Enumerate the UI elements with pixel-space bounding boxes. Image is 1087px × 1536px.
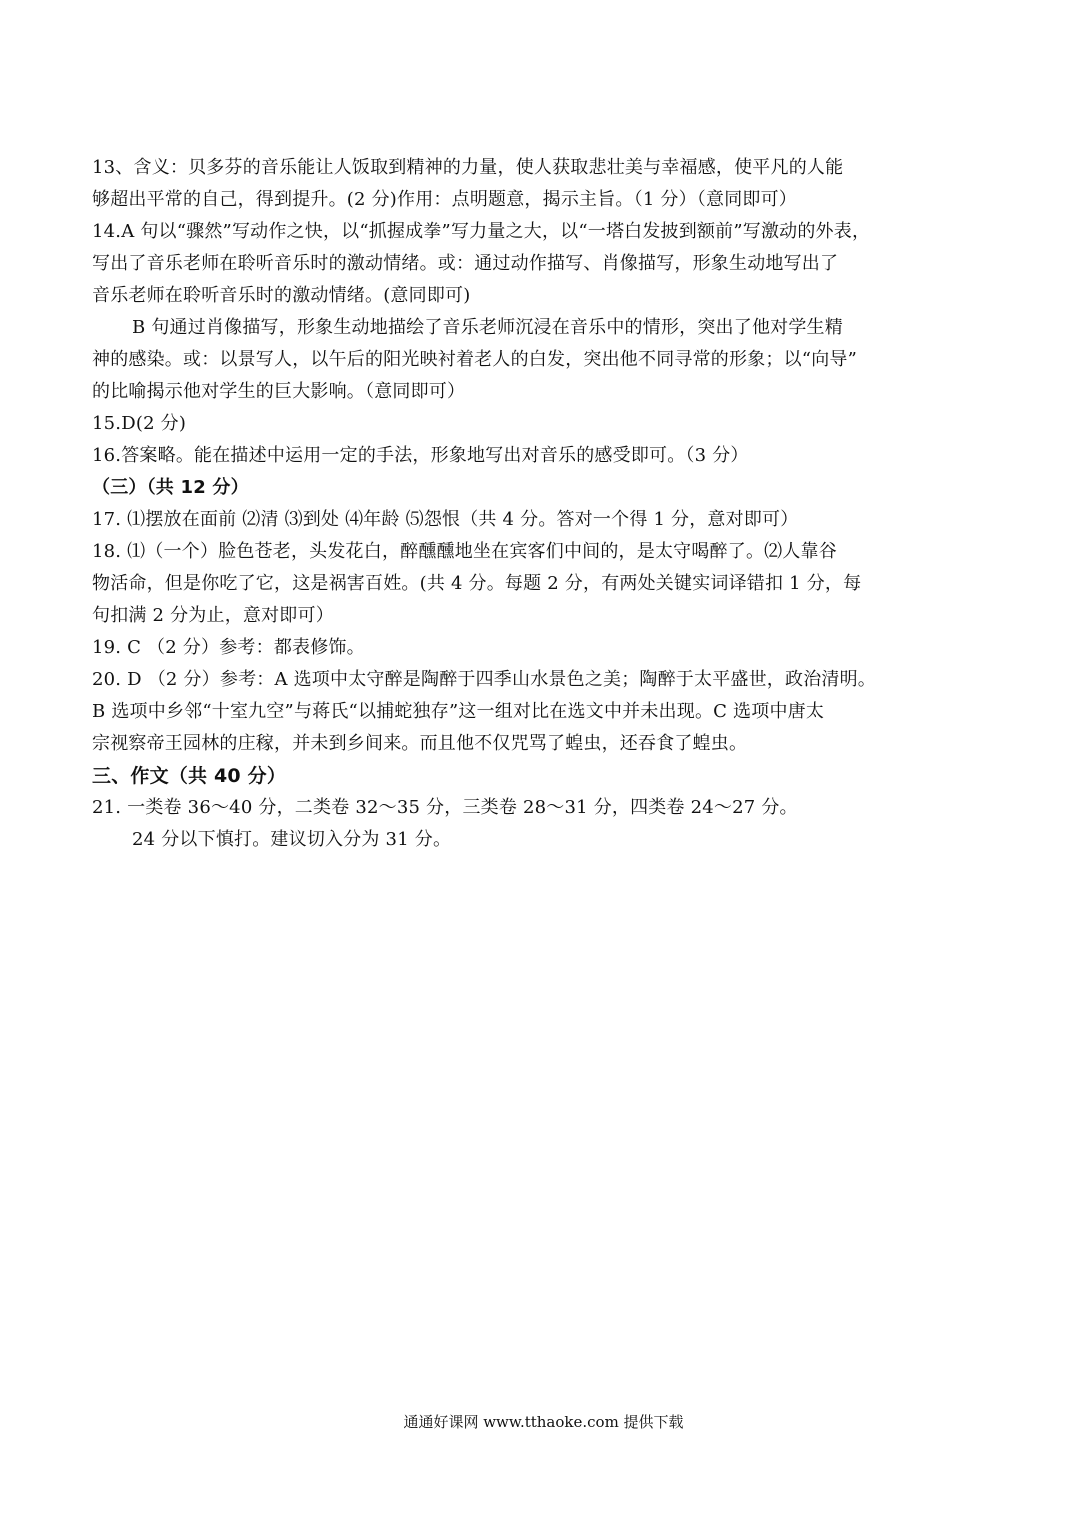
footer-credit: 通通好课网 www.tthaoke.com 提供下载	[403, 1413, 684, 1431]
q20-line-2: B 选项中乡邻“十室九空”与蒋氏“以捕蛇独存”这一组对比在选文中并未出现。C 选项中唐太	[92, 701, 825, 722]
q14-a-line-3: 音乐老师在聆听音乐时的激动情绪。(意同即可)	[92, 285, 471, 306]
q17-answer: 17. ⑴摆放在面前 ⑵清 ⑶到处 ⑷年龄 ⑸怨恨（共 4 分。答对一个得 1 分，意对即可）	[92, 509, 799, 530]
q18-line-3: 句扣满 2 分为止，意对即可）	[92, 605, 334, 626]
q13-line-2: 够超出平常的自己，得到提升。(2 分)作用：点明题意，揭示主旨。（1 分）（意同即可）	[92, 189, 797, 210]
q20-line-3: 宗视察帝王园林的庄稼，并未到乡间来。而且他不仅咒骂了蝗虫，还吞食了蝗虫。	[92, 733, 748, 754]
q14-a-line-2: 写出了音乐老师在聆听音乐时的激动情绪。或：通过动作描写、肖像描写，形象生动地写出了	[92, 253, 839, 274]
q14-b-line-1: B 句通过肖像描写，形象生动地描绘了音乐老师沉浸在音乐中的情形，突出了他对学生精	[132, 317, 843, 338]
q21-line-2: 24 分以下慎打。建议切入分为 31 分。	[132, 829, 452, 850]
answer-content	[92, 152, 1002, 856]
q21-line-1: 21. 一类卷 36～40 分，二类卷 32～35 分，三类卷 28～31 分，四类卷 24～27 分。	[92, 797, 798, 818]
essay-section-heading: 三、作文（共 40 分）	[92, 765, 287, 787]
q14-b-line-2: 神的感染。或：以景写人，以午后的阳光映衬着老人的白发，突出他不同寻常的形象；以“向导”	[92, 349, 857, 370]
q20-line-1: 20. D （2 分）参考：A 选项中太守醉是陶醉于四季山水景色之美；陶醉于太平盛世，政治清明。	[92, 669, 876, 690]
q18-line-1: 18. ⑴（一个）脸色苍老，头发花白，醉醺醺地坐在宾客们中间的，是太守喝醉了。⑵人靠谷	[92, 541, 837, 562]
q15-answer: 15.D(2 分)	[92, 413, 187, 434]
q14-a-line-1: 14.A 句以“骤然”写动作之快，以“抓握成拳”写力量之大，以“一塔白发披到额前”写激动的外表，	[92, 221, 871, 242]
part-three-heading: （三）（共 12 分）	[92, 477, 249, 498]
q13-line-1: 13、含义：贝多芬的音乐能让人饭取到精神的力量，使人获取悲壮美与幸福感，使平凡的人能	[92, 157, 844, 178]
q16-answer: 16.答案略。能在描述中运用一定的手法，形象地写出对音乐的感受即可。（3 分）	[92, 445, 749, 466]
q19-answer: 19. C （2 分）参考：都表修饰。	[92, 637, 365, 658]
q18-line-2: 物活命，但是你吃了它，这是祸害百姓。(共 4 分。每题 2 分，有两处关键实词译错扣 1 分，每	[92, 573, 862, 594]
q14-b-line-3: 的比喻揭示他对学生的巨大影响。（意同即可）	[92, 381, 466, 402]
